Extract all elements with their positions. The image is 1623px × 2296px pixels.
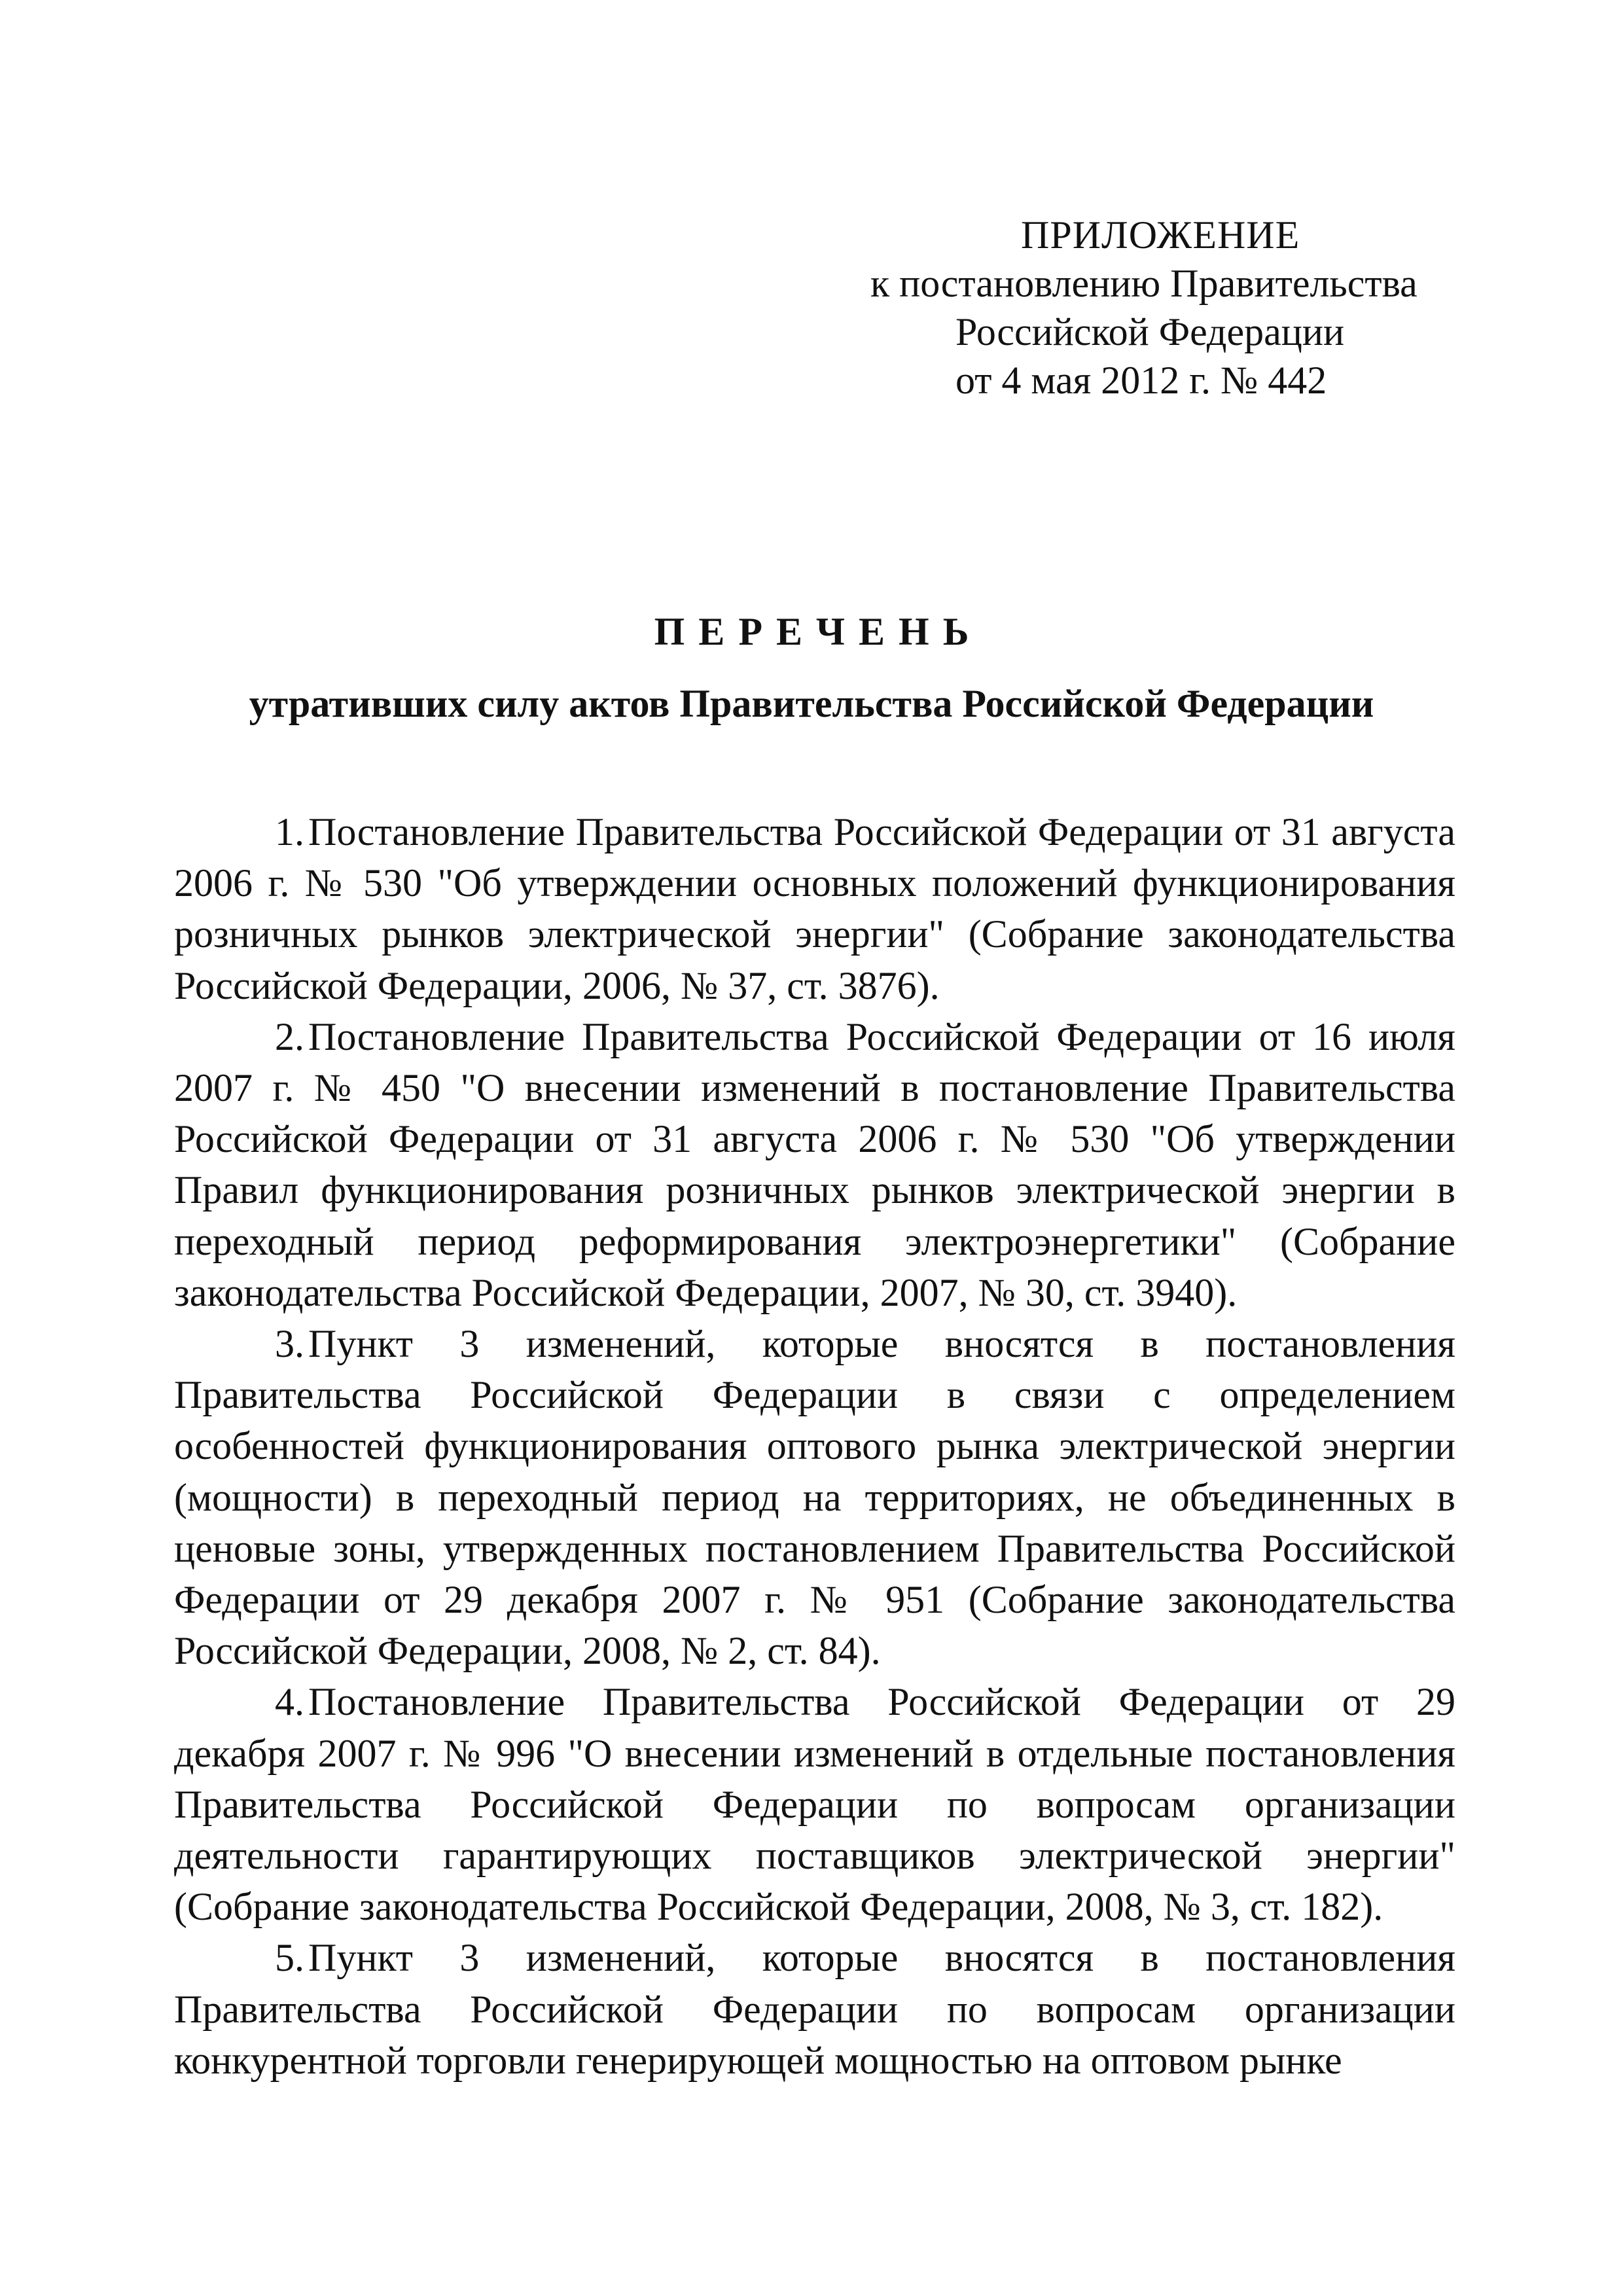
heading-title: ПЕРЕЧЕНЬ: [654, 610, 983, 653]
approval-block: [870, 211, 1459, 404]
item-text: Постановление Правительства Российской Федерации от 31 августа 2006 г. № 530 "Об утверждении основных положений функционирования розничных рынков электрической энергии" (Собрание законодательства Российской Федерации, 2006, № 37, ст. 3876).: [174, 810, 1455, 1007]
item-number: 5.: [275, 1936, 304, 1980]
item-text: Постановление Правительства Российской Федерации от 16 июля 2007 г. № 450 "О внесении изменений в постановление Правительства Российской Федерации от 31 августа 2006 г. № 530 "Об утверждении Правил функционирования розничных рынков электрической энергии в переходный период реформирования электроэнергетики" (Собрание законодательства Российской Федерации, 2007, № 30, ст. 3940).: [174, 1014, 1455, 1314]
item-number: 3.: [275, 1322, 304, 1366]
item-text: Пункт 3 изменений, которые вносятся в постановления Правительства Российской Федерации в связи с определением особенностей функционирования оптового рынка электрической энергии (мощности) в переходный период на территориях, не объединенных в ценовые зоны, утвержденных постановлением Правительства Российской Федерации от 29 декабря 2007 г. № 951 (Собрание законодательства Российской Федерации, 2008, № 2, ст. 84).: [174, 1322, 1455, 1673]
list-item: [174, 806, 1455, 1011]
acts-list: [174, 806, 1455, 2086]
heading-subtitle: утративших силу актов Правительства Российской Федерации: [249, 682, 1374, 725]
list-item: [174, 1318, 1455, 1676]
item-text: Пункт 3 изменений, которые вносятся в постановления Правительства Российской Федерации по вопросам организации конкурентной торговли генерирующей мощностью на оптовом рынке: [174, 1936, 1455, 2082]
approval-line-date-number: от 4 мая 2012 г. № 442: [955, 359, 1327, 402]
list-item: [174, 1932, 1455, 2086]
list-item: [174, 1676, 1455, 1932]
item-text: Постановление Правительства Российской Федерации от 29 декабря 2007 г. № 996 "О внесении изменений в отдельные постановления Правительства Российской Федерации по вопросам организации деятельности гарантирующих поставщиков электрической энергии" (Собрание законодательства Российской Федерации, 2008, № 3, ст. 182).: [174, 1680, 1455, 1929]
document-heading: [177, 605, 1446, 730]
item-number: 4.: [275, 1680, 304, 1724]
approval-line-federation: Российской Федерации: [955, 310, 1345, 353]
approval-line-resolution: к постановлению Правительства: [870, 262, 1418, 305]
list-item: [174, 1011, 1455, 1318]
approval-title: ПРИЛОЖЕНИЕ: [1021, 213, 1300, 257]
item-number: 1.: [275, 810, 304, 853]
item-number: 2.: [275, 1014, 304, 1058]
